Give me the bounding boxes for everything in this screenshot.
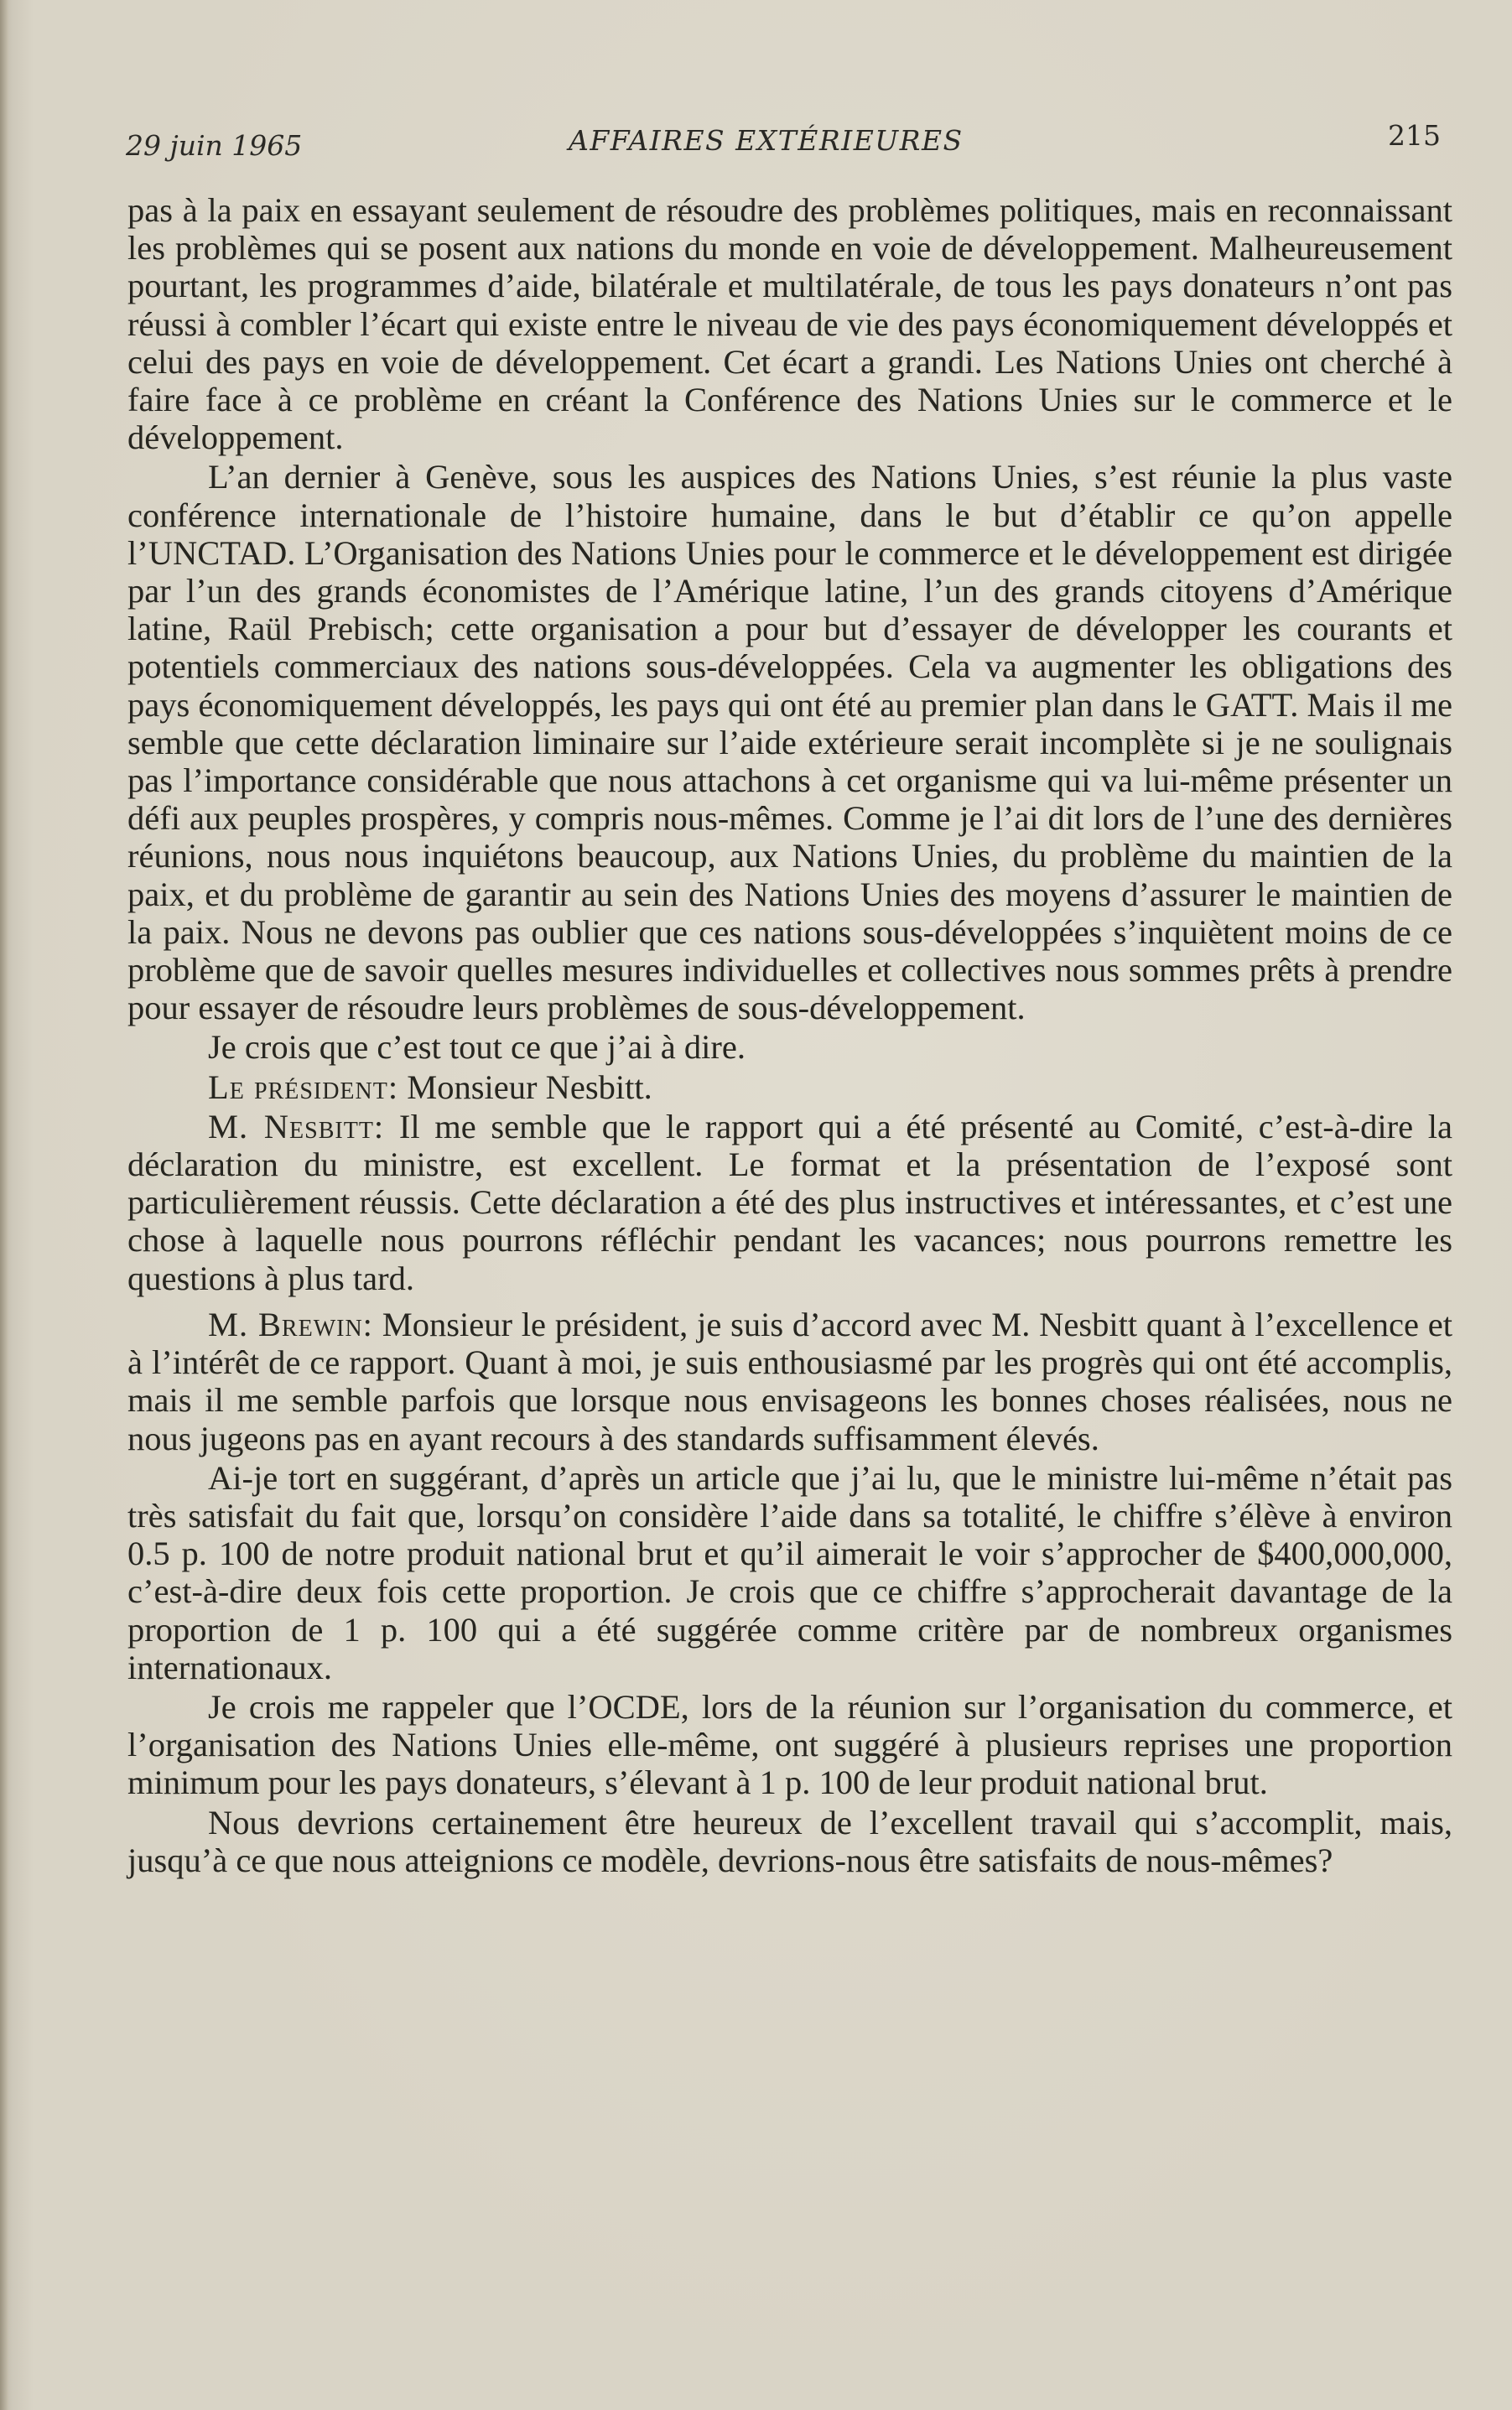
- paragraph-text: pas à la paix en essayant seulement de résoudre des problèmes politiques, mais en reconnaissant les problèmes qui se posent aux nations du monde en voie de développement. Malheureusement pourtant, les programmes d’aide, bilatérale et multilatérale, de tous les pays donateurs n’ont pas réussi à combler l’écart qui existe entre le niveau de vie des pays économiquement développés et celui des pays en voie de développement. Cet écart a grandi. Les Nations Unies ont cherché à faire face à ce problème en créant la Conférence des Nations Unies sur le commerce et le développement.: [127, 191, 1452, 457]
- header-date: 29 juin 1965: [126, 129, 303, 162]
- paragraph-9: [127, 1804, 1452, 1879]
- body-text: [127, 191, 1452, 1881]
- paragraph-3: [127, 1028, 1452, 1066]
- paragraph-1: [127, 191, 1452, 456]
- paragraph-text: Je crois que c’est tout ce que j’ai à dire.: [208, 1028, 746, 1067]
- running-head: [126, 119, 1441, 166]
- paragraph-text: Je crois me rappeler que l’OCDE, lors de la réunion sur l’organisation du commerce, et l’organisation des Nations Unies elle-même, ont suggéré à plusieurs reprises une proportion minimum pour les pays donateurs, s’élevant à 1 p. 100 de leur produit national brut.: [127, 1687, 1452, 1802]
- book-spine-shadow: [0, 0, 8, 2410]
- paragraph-text: Monsieur le président, je suis d’accord avec M. Nesbitt quant à l’excellence et à l’intérêt de ce rapport. Quant à moi, je suis enthousiasmé par les progrès qui ont été accomplis, mais il me semble parfois que lorsque nous envisageons les bonnes choses réalisées, nous ne nous jugeons pas en ayant recours à des standards suffisamment élevés.: [127, 1305, 1453, 1457]
- paragraph-2: [127, 458, 1452, 1026]
- paragraph-6: [127, 1306, 1452, 1457]
- header-title: AFFAIRES EXTÉRIEURES: [569, 124, 964, 157]
- speaker-label: Le président:: [208, 1067, 399, 1106]
- paragraph-text: Il me semble que le rapport qui a été présenté au Comité, c’est-à-dire la déclaration du ministre, est excellent. Le format et la présentation de l’exposé sont particulièrement réussis. Cette déclaration a été des plus instructives et intéressantes, et c’est une chose à laquelle nous pourrons réfléchir pendant les vacances; nous pourrons remettre les questions à plus tard.: [127, 1107, 1453, 1297]
- paragraph-8: [127, 1688, 1452, 1802]
- paragraph-text: Monsieur Nesbitt.: [407, 1067, 652, 1106]
- page-number: 215: [1388, 119, 1441, 152]
- paragraph-5: [127, 1108, 1452, 1297]
- paragraph-text: Nous devrions certainement être heureux de l’excellent travail qui s’accomplit, mais, jusqu’à ce que nous atteignions ce modèle, devrions-nous être satisfaits de nous-mêmes?: [127, 1803, 1452, 1879]
- speaker-label: M. Brewin:: [208, 1305, 373, 1343]
- speaker-label: M. Nesbitt:: [208, 1107, 385, 1145]
- paragraph-text: Ai-je tort en suggérant, d’après un article que j’ai lu, que le ministre lui-même n’était pas très satisfait du fait que, lorsqu’on considère l’aide dans sa totalité, le chiffre s’élève à environ 0.5 p. 100 de notre produit national brut et qu’il aimerait le voir s’approcher de $400,000,000, c’est-à-dire deux fois cette proportion. Je crois que ce chiffre s’approcherait davantage de la proportion de 1 p. 100 qui a été suggérée comme critère par de nombreux organismes internationaux.: [127, 1458, 1452, 1686]
- paragraph-4: [127, 1068, 1452, 1106]
- paragraph-text: L’an dernier à Genève, sous les auspices des Nations Unies, s’est réunie la plus vaste conférence internationale de l’histoire humaine, dans le but d’établir ce qu’on appelle l’UNCTAD. L’Organisation des Nations Unies pour le commerce et le développement est dirigée par l’un des grands économistes de l’Amérique latine, l’un des grands citoyens d’Amérique latine, Raül Prebisch; cette organisation a pour but d’essayer de développer les courants et potentiels commerciaux des nations sous-développées. Cela va augmenter les obligations des pays économiquement développés, les pays qui ont été au premier plan dans le GATT. Mais il me semble que cette déclaration liminaire sur l’aide extérieure serait incomplète si je ne soulignais pas l’importance considérable que nous attachons à cet organisme qui va lui-même présenter un défi aux peuples prospères, y compris nous-mêmes. Comme je l’ai dit lors de l’une des dernières réunions, nous nous inquiétons beaucoup, aux Nations Unies, du problème du maintien de la paix, et du problème de garantir au sein des Nations Unies des moyens d’assurer le maintien de la paix. Nous ne devons pas oublier que ces nations sous-développées s’inquiètent moins de ce problème que de savoir quelles mesures individuelles et collectives nous sommes prêts à prendre pour essayer de résoudre leurs problèmes de sous-développement.: [127, 458, 1452, 1027]
- paragraph-7: [127, 1459, 1452, 1686]
